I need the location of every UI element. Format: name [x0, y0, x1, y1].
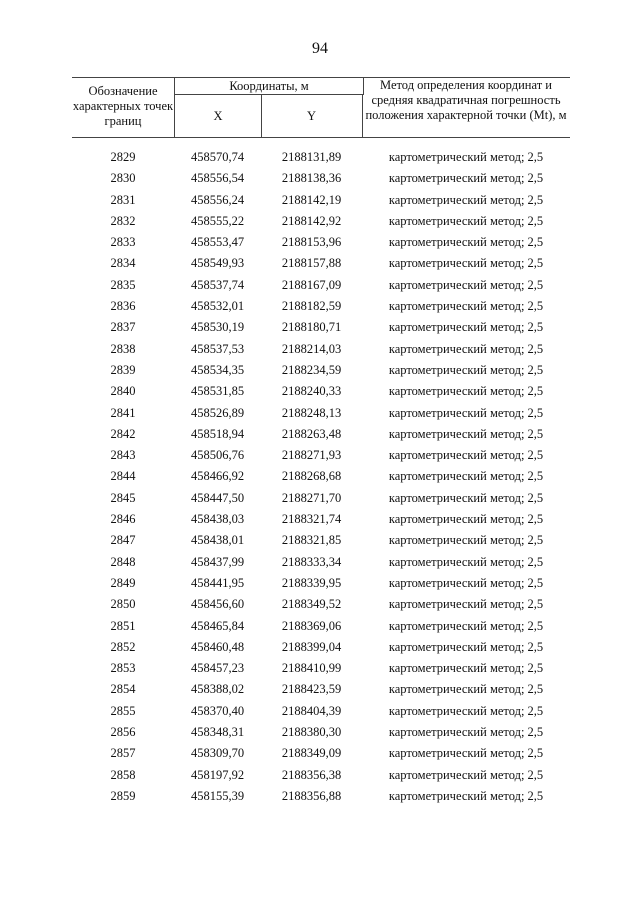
cell-y: 2188369,06	[281, 618, 342, 633]
table-row	[72, 594, 570, 615]
cell-x: 458537,53	[190, 341, 245, 356]
cell-y: 2188234,59	[281, 362, 342, 377]
cell-y: 2188339,95	[281, 575, 342, 590]
cell-point: 2853	[110, 661, 136, 676]
cell-point: 2830	[110, 171, 136, 186]
cell-method: картометрический метод; 2,5	[388, 639, 544, 654]
cell-method: картометрический метод; 2,5	[388, 448, 544, 463]
cell-x: 458309,70	[190, 746, 245, 761]
cell-method: картометрический метод; 2,5	[388, 256, 544, 271]
cell-x: 458370,40	[190, 703, 245, 718]
cell-method: картометрический метод; 2,5	[388, 341, 544, 356]
cell-point: 2833	[110, 235, 136, 250]
cell-x: 458556,54	[190, 171, 245, 186]
cell-y: 2188240,33	[281, 384, 342, 399]
cell-x: 458553,47	[190, 235, 245, 250]
cell-method: картометрический метод; 2,5	[388, 682, 544, 697]
cell-point: 2840	[110, 384, 136, 399]
cell-y: 2188271,93	[281, 448, 342, 463]
cell-y: 2188404,39	[281, 703, 342, 718]
cell-method: картометрический метод; 2,5	[388, 150, 544, 164]
cell-point: 2834	[110, 256, 136, 271]
table-row	[72, 275, 570, 296]
cell-x: 458155,39	[190, 788, 245, 803]
cell-method: картометрический метод; 2,5	[388, 192, 544, 207]
cell-x: 458441,95	[190, 575, 245, 590]
cell-method: картометрический метод; 2,5	[388, 788, 544, 803]
cell-y: 2188157,88	[281, 256, 342, 271]
cell-x: 458549,93	[190, 256, 245, 271]
cell-x: 458388,02	[190, 682, 245, 697]
cell-point: 2843	[110, 448, 136, 463]
cell-x: 458438,03	[190, 512, 245, 527]
cell-point: 2831	[110, 192, 136, 207]
cell-x: 458457,23	[190, 661, 245, 676]
cell-y: 2188142,92	[281, 213, 342, 228]
table-body	[72, 147, 570, 807]
table-row	[72, 488, 570, 509]
cell-y: 2188142,19	[281, 192, 342, 207]
table-row	[72, 466, 570, 487]
cell-x: 458531,85	[190, 384, 245, 399]
cell-y: 2188321,74	[281, 512, 342, 527]
table-row	[72, 573, 570, 594]
cell-x: 458437,99	[190, 554, 245, 569]
cell-point: 2832	[110, 213, 136, 228]
cell-y: 2188180,71	[281, 320, 342, 335]
cell-point: 2851	[110, 618, 136, 633]
table-row	[72, 403, 570, 424]
table-row	[72, 190, 570, 211]
table-row	[72, 168, 570, 189]
cell-y: 2188167,09	[281, 277, 342, 292]
table-row	[72, 317, 570, 338]
header-y: Y	[261, 95, 363, 137]
cell-y: 2188349,52	[281, 597, 342, 612]
cell-y: 2188248,13	[281, 405, 342, 420]
cell-point: 2859	[110, 788, 136, 803]
cell-method: картометрический метод; 2,5	[388, 597, 544, 612]
table-row	[72, 552, 570, 573]
cell-y: 2188399,04	[281, 639, 342, 654]
cell-point: 2857	[110, 746, 136, 761]
table-row	[72, 339, 570, 360]
cell-method: картометрический метод; 2,5	[388, 618, 544, 633]
cell-y: 2188321,85	[281, 533, 342, 548]
cell-point: 2829	[110, 150, 136, 164]
cell-method: картометрический метод; 2,5	[388, 703, 544, 718]
cell-point: 2856	[110, 725, 136, 740]
cell-method: картометрический метод; 2,5	[388, 469, 544, 484]
cell-y: 2188410,99	[281, 661, 342, 676]
table-row	[72, 658, 570, 679]
cell-y: 2188333,34	[281, 554, 342, 569]
table-row	[72, 232, 570, 253]
table-row	[72, 509, 570, 530]
cell-point: 2849	[110, 575, 136, 590]
cell-point: 2842	[110, 426, 136, 441]
table-row	[72, 530, 570, 551]
cell-x: 458534,35	[190, 362, 245, 377]
table-row	[72, 211, 570, 232]
cell-method: картометрический метод; 2,5	[388, 554, 544, 569]
cell-x: 458460,48	[190, 639, 245, 654]
cell-y: 2188271,70	[281, 490, 342, 505]
cell-y: 2188356,88	[281, 788, 342, 803]
cell-method: картометрический метод; 2,5	[388, 171, 544, 186]
cell-point: 2844	[110, 469, 136, 484]
cell-method: картометрический метод; 2,5	[388, 725, 544, 740]
header-method: Метод определения координат и средняя квадратичная погрешность положения характерной точки (Mt), м	[365, 78, 567, 122]
cell-x: 458526,89	[190, 405, 245, 420]
cell-point: 2837	[110, 320, 136, 335]
table-row	[72, 722, 570, 743]
cell-method: картометрический метод; 2,5	[388, 405, 544, 420]
table-row	[72, 147, 570, 168]
cell-method: картометрический метод; 2,5	[388, 512, 544, 527]
cell-y: 2188153,96	[281, 235, 342, 250]
header-designation: Обозначение характерных точек границ	[72, 84, 174, 128]
cell-y: 2188349,09	[281, 746, 342, 761]
table-row	[72, 381, 570, 402]
cell-x: 458456,60	[190, 597, 245, 612]
table-row	[72, 296, 570, 317]
cell-y: 2188423,59	[281, 682, 342, 697]
cell-method: картометрический метод; 2,5	[388, 299, 544, 314]
cell-point: 2850	[110, 597, 136, 612]
cell-x: 458197,92	[190, 767, 245, 782]
cell-method: картометрический метод; 2,5	[388, 533, 544, 548]
table-header	[72, 77, 570, 138]
cell-method: картометрический метод; 2,5	[388, 384, 544, 399]
page-number: 94	[312, 40, 328, 57]
cell-point: 2858	[110, 767, 136, 782]
cell-x: 458518,94	[190, 426, 245, 441]
cell-x: 458532,01	[190, 299, 245, 314]
cell-x: 458530,19	[190, 320, 245, 335]
table-row	[72, 445, 570, 466]
cell-x: 458348,31	[190, 725, 245, 740]
cell-y: 2188214,03	[281, 341, 342, 356]
cell-x: 458438,01	[190, 533, 245, 548]
table-row	[72, 765, 570, 786]
cell-point: 2845	[110, 490, 136, 505]
cell-method: картометрический метод; 2,5	[388, 426, 544, 441]
cell-x: 458447,50	[190, 490, 245, 505]
cell-method: картометрический метод; 2,5	[388, 746, 544, 761]
table-row	[72, 701, 570, 722]
cell-x: 458555,22	[190, 213, 245, 228]
table-row	[72, 637, 570, 658]
cell-point: 2846	[110, 512, 136, 527]
cell-method: картометрический метод; 2,5	[388, 235, 544, 250]
cell-method: картометрический метод; 2,5	[388, 490, 544, 505]
cell-point: 2839	[110, 362, 136, 377]
table-row	[72, 424, 570, 445]
cell-y: 2188182,59	[281, 299, 342, 314]
cell-point: 2841	[110, 405, 136, 420]
header-coordinates: Координаты, м	[174, 78, 364, 95]
cell-point: 2847	[110, 533, 136, 548]
cell-y: 2188131,89	[281, 150, 342, 164]
cell-method: картометрический метод; 2,5	[388, 362, 544, 377]
cell-y: 2188380,30	[281, 725, 342, 740]
cell-method: картометрический метод; 2,5	[388, 320, 544, 335]
header-x: X	[174, 95, 262, 137]
table-row	[72, 786, 570, 807]
cell-x: 458556,24	[190, 192, 245, 207]
table-row	[72, 679, 570, 700]
cell-x: 458465,84	[190, 618, 245, 633]
cell-method: картометрический метод; 2,5	[388, 277, 544, 292]
table-row	[72, 360, 570, 381]
cell-y: 2188138,36	[281, 171, 342, 186]
cell-point: 2848	[110, 554, 136, 569]
cell-point: 2835	[110, 277, 136, 292]
table-row	[72, 253, 570, 274]
cell-method: картометрический метод; 2,5	[388, 213, 544, 228]
cell-method: картометрический метод; 2,5	[388, 661, 544, 676]
cell-y: 2188263,48	[281, 426, 342, 441]
cell-y: 2188268,68	[281, 469, 342, 484]
cell-point: 2855	[110, 703, 136, 718]
cell-point: 2836	[110, 299, 136, 314]
cell-method: картометрический метод; 2,5	[388, 767, 544, 782]
cell-point: 2854	[110, 682, 136, 697]
table-row	[72, 616, 570, 637]
cell-method: картометрический метод; 2,5	[388, 575, 544, 590]
table-row	[72, 743, 570, 764]
cell-point: 2838	[110, 341, 136, 356]
cell-point: 2852	[110, 639, 136, 654]
cell-x: 458570,74	[190, 150, 245, 164]
cell-x: 458466,92	[190, 469, 245, 484]
cell-y: 2188356,38	[281, 767, 342, 782]
cell-x: 458506,76	[190, 448, 245, 463]
cell-x: 458537,74	[190, 277, 245, 292]
